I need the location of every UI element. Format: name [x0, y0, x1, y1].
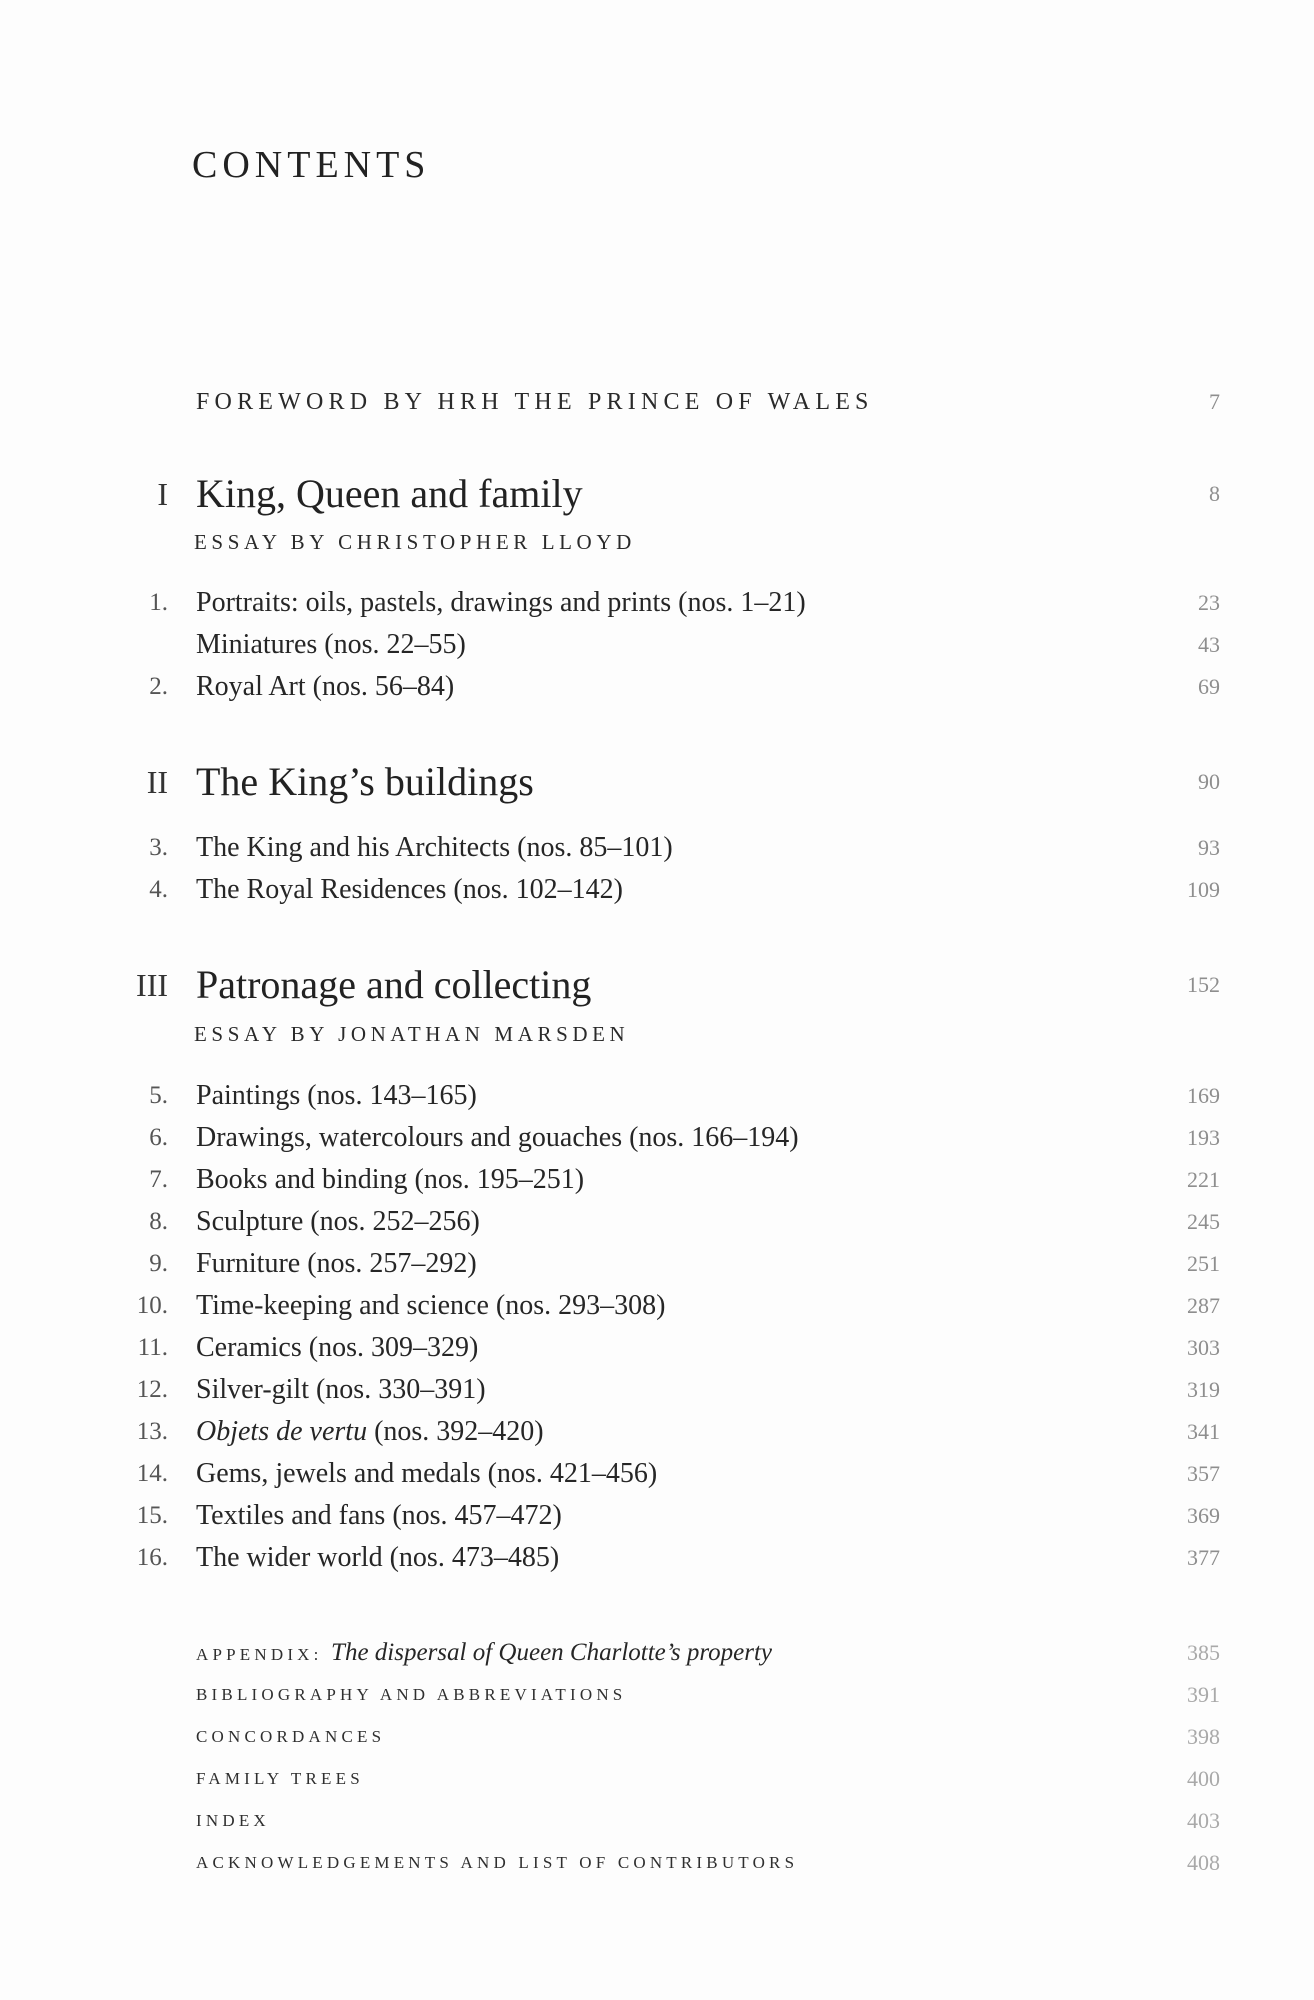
entry-label: Time-keeping and science (nos. 293–308): [196, 1290, 666, 1321]
entry-number: 10.: [136, 1292, 168, 1319]
back-matter-entry[interactable]: [0, 1843, 1314, 1883]
part-title: King, Queen and family: [196, 471, 583, 516]
toc-entry[interactable]: [0, 583, 1314, 623]
part-title: Patronage and collecting: [196, 962, 592, 1007]
entry-number: 3.: [149, 834, 168, 861]
toc-entry[interactable]: [0, 1202, 1314, 1242]
toc-entry[interactable]: [0, 1286, 1314, 1326]
entry-label: INDEX: [196, 1811, 270, 1830]
part-numeral: II: [146, 764, 168, 800]
entry-label: Portraits: oils, pastels, drawings and prints (nos. 1–21): [196, 587, 806, 618]
entry-label: Furniture (nos. 257–292): [196, 1248, 477, 1279]
appendix-title: The dispersal of Queen Charlotte’s property: [331, 1639, 773, 1666]
entry-label: Drawings, watercolours and gouaches (nos. 166–194): [196, 1122, 799, 1153]
entry-page: 377: [1187, 1545, 1220, 1570]
part-page: 90: [1198, 769, 1220, 794]
entry-label-italic: Objets de vertu: [196, 1416, 368, 1447]
entry-page: 69: [1198, 674, 1220, 699]
part-numeral: III: [136, 967, 168, 1003]
part-page: 152: [1187, 972, 1220, 997]
part-i-heading[interactable]: [0, 466, 1314, 522]
foreword-label: FOREWORD BY HRH THE PRINCE OF WALES: [196, 389, 874, 415]
toc-entry[interactable]: [0, 1370, 1314, 1410]
entry-number: 16.: [136, 1544, 168, 1571]
appendix-entry[interactable]: [0, 1633, 1314, 1673]
entry-label: The Royal Residences (nos. 102–142): [196, 874, 623, 905]
toc-entry[interactable]: [0, 667, 1314, 707]
entry-page: 398: [1187, 1724, 1220, 1749]
entry-page: 221: [1187, 1167, 1220, 1192]
entry-page: 23: [1198, 590, 1220, 615]
entry-label: Paintings (nos. 143–165): [196, 1080, 477, 1111]
entry-page: 400: [1187, 1766, 1220, 1791]
entry-label: ACKNOWLEDGEMENTS AND LIST OF CONTRIBUTORS: [196, 1853, 799, 1872]
part-numeral: I: [157, 476, 168, 512]
entry-page: 109: [1187, 877, 1220, 902]
entry-label: BIBLIOGRAPHY AND ABBREVIATIONS: [196, 1685, 627, 1704]
entry-page: 169: [1187, 1083, 1220, 1108]
entry-number: 5.: [149, 1082, 168, 1109]
entry-label: FAMILY TREES: [196, 1769, 364, 1788]
entry-page: 357: [1187, 1461, 1220, 1486]
entry-number: 2.: [149, 673, 168, 700]
foreword-page: 7: [1209, 389, 1220, 414]
entry-label: The wider world (nos. 473–485): [196, 1542, 560, 1573]
entry-number: 13.: [136, 1418, 168, 1445]
page-title: CONTENTS: [192, 144, 431, 186]
entry-page: 341: [1187, 1419, 1220, 1444]
entry-label-rest: (nos. 392–420): [367, 1416, 544, 1447]
entry-label: The King and his Architects (nos. 85–101): [196, 832, 673, 863]
part-iii-heading[interactable]: [0, 957, 1314, 1013]
toc-entry[interactable]: [0, 1328, 1314, 1368]
toc-entry[interactable]: [0, 1118, 1314, 1158]
entry-page: 403: [1187, 1808, 1220, 1833]
essay-credit-lloyd: ESSAY BY CHRISTOPHER LLOYD: [194, 530, 636, 554]
entry-page: 303: [1187, 1335, 1220, 1360]
entry-page: 287: [1187, 1293, 1220, 1318]
appendix-prefix: APPENDIX:: [196, 1645, 332, 1664]
toc-entry[interactable]: [0, 1454, 1314, 1494]
entry-page: 43: [1198, 632, 1220, 657]
entry-label: Royal Art (nos. 56–84): [196, 671, 455, 702]
entry-number: 15.: [136, 1502, 168, 1529]
essay-credit-marsden: ESSAY BY JONATHAN MARSDEN: [194, 1022, 630, 1046]
part-title: The King’s buildings: [196, 759, 534, 804]
entry-label: Sculpture (nos. 252–256): [196, 1206, 480, 1237]
part-page: 8: [1209, 481, 1220, 506]
toc-entry[interactable]: [0, 870, 1314, 910]
back-matter-entry[interactable]: [0, 1759, 1314, 1799]
foreword-entry[interactable]: [0, 382, 1314, 422]
entry-number: 14.: [136, 1460, 168, 1487]
entry-label: Books and binding (nos. 195–251): [196, 1164, 585, 1195]
toc-entry[interactable]: [0, 1160, 1314, 1200]
part-ii-heading[interactable]: [0, 754, 1314, 810]
entry-number: 8.: [149, 1208, 168, 1235]
entry-number: 7.: [149, 1166, 168, 1193]
back-matter-entry[interactable]: [0, 1801, 1314, 1841]
entry-page: 408: [1187, 1850, 1220, 1875]
entry-label: CONCORDANCES: [196, 1727, 386, 1746]
toc-entry[interactable]: [0, 1076, 1314, 1116]
toc-entry[interactable]: [0, 1538, 1314, 1578]
entry-label: [196, 1633, 772, 1675]
entry-page: 245: [1187, 1209, 1220, 1234]
entry-label: [196, 1412, 544, 1452]
entry-number: 4.: [149, 876, 168, 903]
entry-number: 1.: [149, 589, 168, 616]
entry-page: 369: [1187, 1503, 1220, 1528]
back-matter-entry[interactable]: [0, 1675, 1314, 1715]
entry-page: 385: [1187, 1640, 1220, 1665]
entry-label: Gems, jewels and medals (nos. 421–456): [196, 1458, 658, 1489]
entry-page: 93: [1198, 835, 1220, 860]
toc-entry[interactable]: [0, 1496, 1314, 1536]
toc-entry[interactable]: [0, 1412, 1314, 1452]
entry-label: Miniatures (nos. 22–55): [196, 629, 466, 660]
entry-number: 11.: [137, 1334, 168, 1361]
entry-number: 12.: [136, 1376, 168, 1403]
back-matter-entry[interactable]: [0, 1717, 1314, 1757]
entry-label: Textiles and fans (nos. 457–472): [196, 1500, 562, 1531]
entry-page: 251: [1187, 1251, 1220, 1276]
toc-entry[interactable]: [0, 625, 1314, 665]
entry-page: 391: [1187, 1682, 1220, 1707]
entry-label: Silver-gilt (nos. 330–391): [196, 1374, 486, 1405]
entry-number: 6.: [149, 1124, 168, 1151]
entry-page: 193: [1187, 1125, 1220, 1150]
entry-number: 9.: [149, 1250, 168, 1277]
entry-label: Ceramics (nos. 309–329): [196, 1332, 479, 1363]
toc-entry[interactable]: [0, 1244, 1314, 1284]
toc-entry[interactable]: [0, 828, 1314, 868]
entry-page: 319: [1187, 1377, 1220, 1402]
